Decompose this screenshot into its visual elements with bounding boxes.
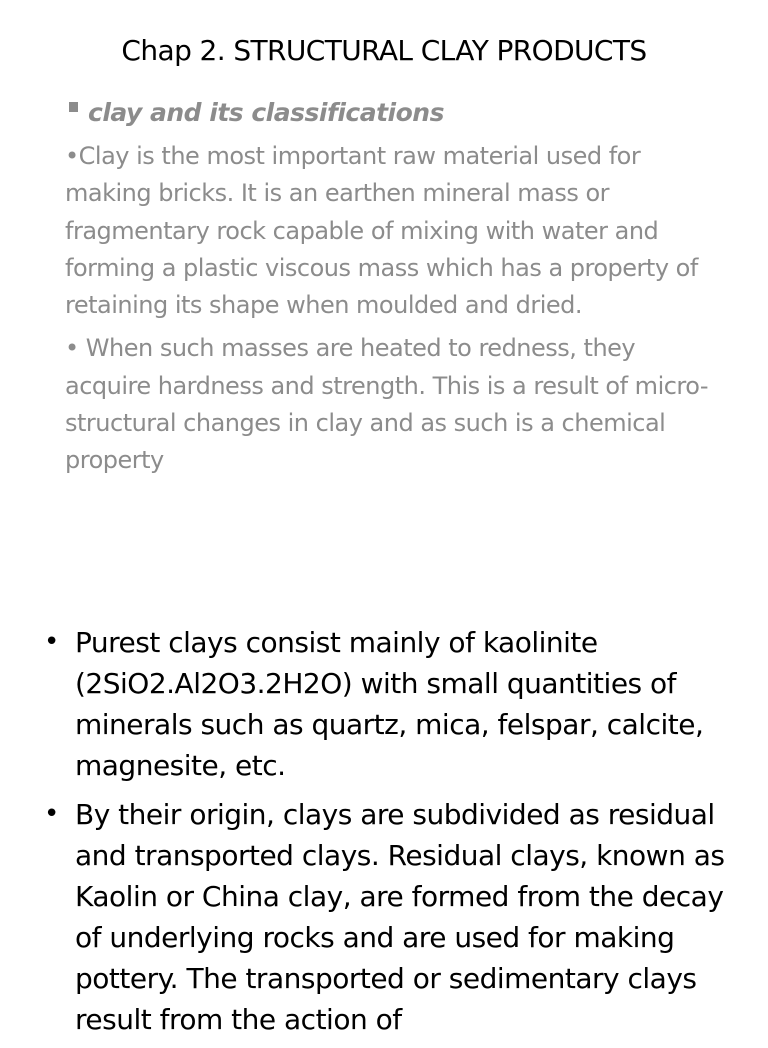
intro-section	[65, 96, 715, 486]
list-item-text: By their origin, clays are subdivided as residual and transported clays. Residual clays, known as Kaolin or China clay, are formed from the decay of underlying rocks and are used for making pottery. The transported or sedimentary clays result from the action of	[75, 798, 725, 1036]
square-bullet-icon	[69, 102, 78, 112]
paragraph-clay-definition: •Clay is the most important raw material used for making bricks. It is an earthen mineral mass or fragmentary rock capable of mixing with water and forming a plastic viscous mass which has a property of retaining its shape when moulded and dried.	[65, 142, 698, 320]
bullet-icon: •	[44, 799, 59, 829]
bullet-list	[44, 622, 734, 1048]
list-item	[44, 794, 734, 1040]
section-heading-text: clay and its classifications	[88, 98, 444, 127]
list-item-text: Purest clays consist mainly of kaolinite (2SiO2.Al2O3.2H2O) with small quantities of minerals such as quartz, mica, felspar, calcite, magnesite, etc.	[75, 626, 704, 782]
list-item	[44, 622, 734, 786]
paragraph-heating: • When such masses are heated to redness, they acquire hardness and strength. This is a result of micro-structural changes in clay and as such is a chemical property	[65, 334, 709, 475]
section-heading	[65, 96, 715, 130]
page-title: Chap 2. STRUCTURAL CLAY PRODUCTS	[121, 34, 647, 67]
bullet-icon: •	[44, 627, 59, 657]
